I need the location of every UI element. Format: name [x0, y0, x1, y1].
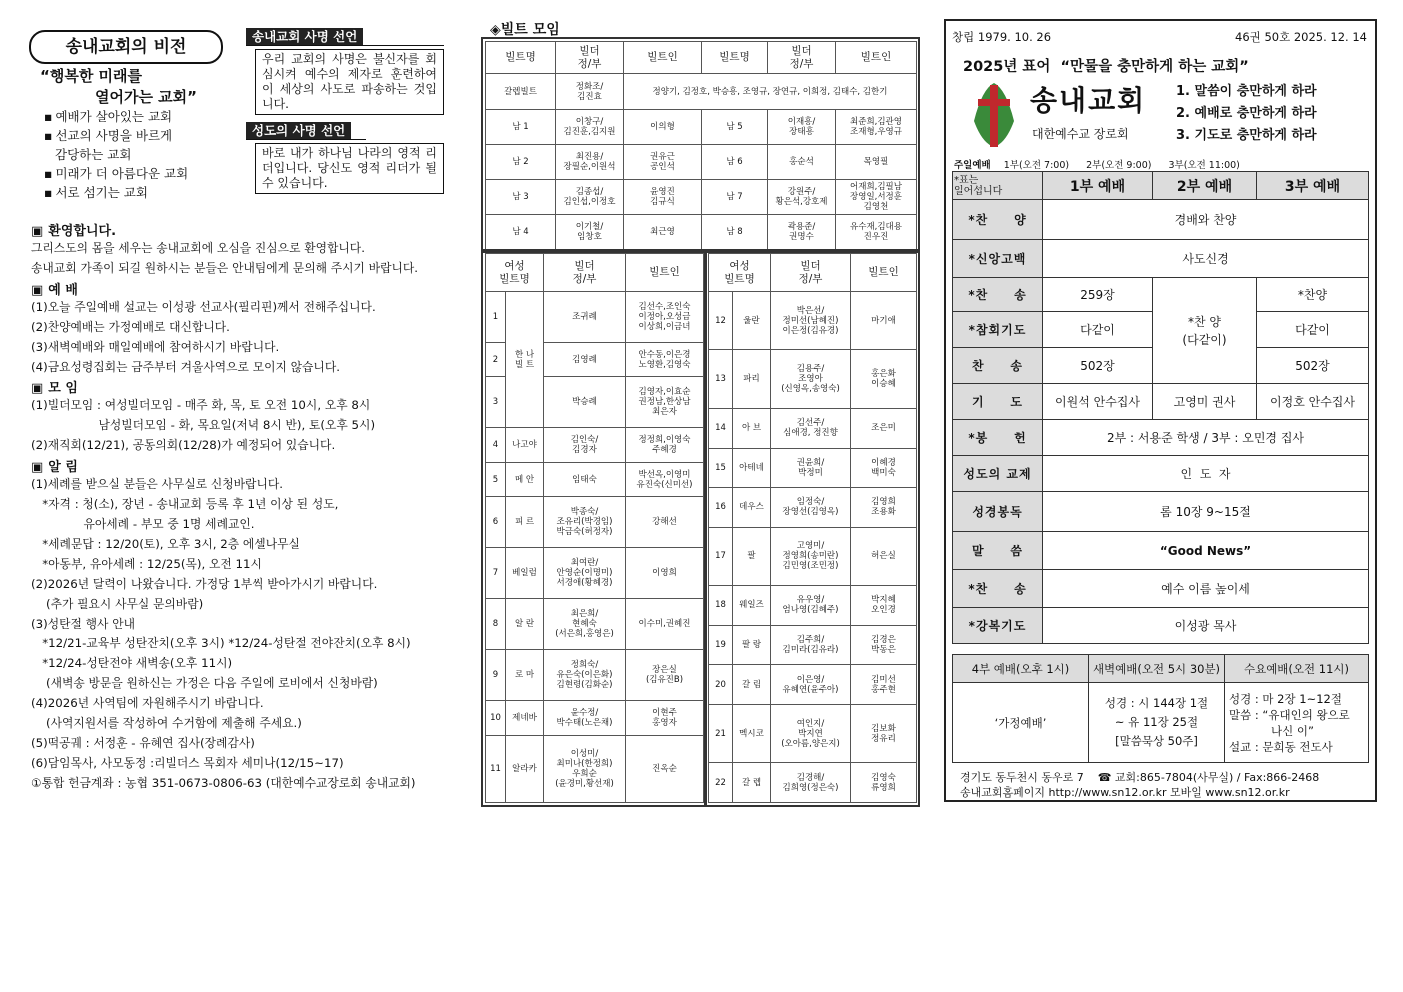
time-2: 2부(오전 9:00) — [1086, 160, 1152, 171]
column-header: 여성 빌트명 — [709, 254, 771, 292]
order-value: 502장 — [1257, 348, 1369, 384]
yearly-motto: 2025년 표어 “만물을 충만하게 하는 교회” — [963, 59, 1249, 75]
builder-leader: 최여란/ 안영순(이명미) 서경애(황혜경) — [544, 548, 626, 599]
row-number: 22 — [709, 763, 733, 803]
men-builder-frame — [481, 37, 920, 253]
builder-members: 김영희 조용화 — [851, 488, 917, 528]
header-row — [486, 254, 704, 292]
table-row — [486, 497, 704, 548]
builder-leader: 정희숙/ 유은숙(이은화) 김현령(김화순) — [544, 650, 626, 701]
table-row — [486, 215, 917, 250]
vision-slogan — [40, 66, 197, 108]
builder-leader: 박종숙/ 조유리(박경임) 박금숙(허정자) — [544, 497, 626, 548]
church-mission — [246, 26, 444, 115]
men-builder-table — [485, 41, 917, 250]
builder-name: 알 란 — [506, 599, 544, 650]
women-builder-table-right — [708, 253, 917, 803]
order-label: 말 씀 — [953, 532, 1043, 570]
builder-members: 홍은화 이승혜 — [851, 350, 917, 408]
builder-name: 웨일즈 — [733, 586, 771, 626]
row-number: 17 — [709, 527, 733, 585]
column-header: 빌트인 — [836, 42, 917, 74]
table-row — [486, 735, 704, 802]
order-label: *찬 양 — [953, 200, 1043, 240]
row-number: 10 — [486, 701, 506, 736]
women-builder-frame-left — [481, 249, 707, 807]
table-row — [709, 292, 917, 350]
column-header: 빌트명 — [702, 42, 768, 74]
table-cell: 남 3 — [486, 180, 556, 215]
footer-address: 경기도 동두천시 동우로 7 ☎ 교회:865-7804(사무실) / Fax:866-2468 — [960, 771, 1320, 784]
men-top-row — [486, 74, 917, 110]
row-number: 20 — [709, 665, 733, 705]
builder-name: 로 마 — [506, 650, 544, 701]
builder-leader: 김용주/ 조영아 (신영옥,송영숙) — [771, 350, 851, 408]
vision-item: ▪ 미래가 더 아름다운 교회 — [44, 164, 188, 183]
notice-lines — [31, 475, 461, 794]
notice-line: (4)2026년 사역팀에 자원해주시기 바랍니다. — [31, 696, 264, 711]
notice-line: (3)성탄절 행사 안내 — [31, 616, 135, 631]
time-3: 3부(오전 11:00) — [1168, 160, 1240, 171]
table-cell: 유수재,김대용 진우진 — [836, 215, 917, 250]
builder-members: 안수동,이은경 노영환,김영숙 — [626, 342, 704, 377]
row-number: 4 — [486, 428, 506, 463]
meeting-line: (1)빌더모임 : 여성빌더모임 - 매주 화, 목, 토 오전 10시, 오후 8시 — [31, 398, 371, 413]
order-value: *찬양 — [1257, 278, 1369, 312]
announcements — [31, 220, 461, 794]
table-cell: 남 4 — [486, 215, 556, 250]
saint-mission — [246, 120, 444, 194]
worship-order-table — [952, 171, 1369, 644]
order-label: *봉 헌 — [953, 420, 1043, 456]
row-number: 19 — [709, 625, 733, 665]
meeting-title: ▣ 모 임 — [31, 377, 461, 396]
order-label: 성경봉독 — [953, 492, 1043, 532]
vision-item-cont: 감당하는 교회 — [55, 147, 132, 162]
table-row — [486, 428, 704, 463]
builder-leader: 윤수정/ 박수태(노은채) — [544, 701, 626, 736]
table-row — [486, 548, 704, 599]
wed-line: 나신 이” — [1271, 723, 1314, 738]
builder-leader: 김선주/ 심애경, 정진향 — [771, 408, 851, 448]
builder-name: 알라카 — [506, 735, 544, 802]
notice-line: (추가 필요시 사무실 문의바람) — [31, 596, 204, 611]
builder-name: 파리 — [733, 350, 771, 408]
builder-leader: 조귀례 — [544, 292, 626, 343]
builder-name: 갈렙빌트 — [486, 74, 556, 110]
column-header: 빌트인 — [626, 254, 704, 292]
meeting-line: 남성빌더모임 - 화, 목요일(저녁 8시 반), 토(오후 5시) — [31, 418, 376, 433]
builder-leader: 박승례 — [544, 377, 626, 428]
other-services-table — [952, 654, 1369, 763]
builder-members: 이수미,권혜진 — [626, 599, 704, 650]
worship-line: (1)오늘 주일예배 설교는 이성광 선교사(필리핀)께서 전해주십니다. — [31, 299, 376, 314]
order-value: 경배와 찬양 — [1043, 200, 1369, 240]
builder-leader: 김주희/ 김미라(김유라) — [771, 625, 851, 665]
welcome-line: 그리스도의 몸을 세우는 송내교회에 오심을 진심으로 환영합니다. — [31, 241, 365, 255]
column-header: 빌더 정/부 — [768, 42, 836, 74]
founded-date: 창립 1979. 10. 26 — [952, 30, 1052, 44]
order-label: *찬 송 — [953, 570, 1043, 608]
column-header: 빌트인 — [851, 254, 917, 292]
builder-name: 울란 — [733, 292, 771, 350]
table-row — [709, 704, 917, 762]
builder-leader: 김영례 — [544, 342, 626, 377]
dawn-line: [말씀묵상 50주] — [1115, 734, 1198, 748]
notice-line: ①통합 헌금계좌 : 농협 351-0673-0806-63 (대한예수교장로회 송내교회) — [31, 775, 416, 790]
column-header: 빌트인 — [624, 42, 702, 74]
vision-item: ▪ 선교의 사명을 바르게 — [44, 126, 188, 145]
row-number: 2 — [486, 342, 506, 377]
builder-leader: 김인숙/ 김경자 — [544, 428, 626, 463]
builder-members: 강해선 — [626, 497, 704, 548]
row-number: 9 — [486, 650, 506, 701]
table-cell: 남 2 — [486, 145, 556, 180]
wed-line: 성경 : 마 2장 1~12절 — [1229, 691, 1342, 706]
table-row — [709, 448, 917, 488]
builder-name: 아 브 — [733, 408, 771, 448]
wednesday-service-content — [1225, 683, 1369, 763]
bulletin-panel — [944, 19, 1377, 802]
order-value: 이정호 안수집사 — [1257, 384, 1369, 420]
builder-members: 마기애 — [851, 292, 917, 350]
row-number: 13 — [709, 350, 733, 408]
notice-line: (5)떡공궤 : 서정훈 - 유혜연 집사(장례감사) — [31, 735, 255, 750]
table-cell: 윤영진 김규식 — [624, 180, 702, 215]
table-cell: 목영필 — [836, 145, 917, 180]
row-number: 11 — [486, 735, 506, 802]
vision-item: ▪ 서로 섬기는 교회 — [44, 183, 188, 202]
table-row — [709, 527, 917, 585]
builder-leader: 여인지/ 박지연 (오아름,양은지) — [771, 704, 851, 762]
order-value: 이성광 목사 — [1043, 608, 1369, 644]
builder-name: 베일럼 — [506, 548, 544, 599]
table-cell: 이재흥/ 장태흥 — [768, 110, 836, 145]
order-value: 다같이 — [1257, 312, 1369, 348]
column-header: 빌더 정/부 — [544, 254, 626, 292]
table-cell: 이창구/ 김진훈,김지원 — [556, 110, 624, 145]
builder-leader: 김경해/ 김희영(정은숙) — [771, 763, 851, 803]
wednesday-service-head: 수요예배(오전 11시) — [1225, 655, 1369, 683]
builder-members: 정정희,이영숙 주혜경 — [626, 428, 704, 463]
notice-line: (새벽송 방문을 원하신는 가정은 다음 주일에 로비에서 신청바람) — [31, 676, 378, 691]
row-number: 7 — [486, 548, 506, 599]
builder-leader: 권윤희/ 박정미 — [771, 448, 851, 488]
saint-mission-title: 성도의 사명 선언 — [246, 122, 351, 139]
builder-name: 데우스 — [733, 488, 771, 528]
builder-name: 갈 림 — [733, 665, 771, 705]
time-1: 1부(오전 7:00) — [1003, 160, 1070, 171]
table-cell: 최준희,김관영 조재형,우영규 — [836, 110, 917, 145]
table-row — [709, 586, 917, 626]
dawn-line: ~ 유 11장 25절 — [1114, 715, 1199, 729]
slogan-line-1: “행복한 미래를 — [40, 67, 143, 85]
table-cell: 강원주/ 황은석,강호제 — [768, 180, 836, 215]
welcome-title: ▣ 환영합니다. — [31, 220, 461, 239]
table-row — [486, 701, 704, 736]
goal-item: 1. 말씀이 충만하게 하라 — [1176, 84, 1317, 99]
order-value: “Good News” — [1043, 532, 1369, 570]
builder-leader: 박은선/ 정미선(남혜진) 이은정(김유경) — [771, 292, 851, 350]
service-2-head: 2부 예배 — [1153, 172, 1257, 200]
row-number: 12 — [709, 292, 733, 350]
builder-leader: 정화조/ 김진효 — [556, 74, 624, 110]
order-label: 기 도 — [953, 384, 1043, 420]
builder-members: 김영숙 류영희 — [851, 763, 917, 803]
builder-members: 박지혜 오인경 — [851, 586, 917, 626]
row-number: 6 — [486, 497, 506, 548]
table-row — [486, 110, 917, 145]
builder-leader: 이성미/ 최미나(한정희) 우희순 (윤경미,황선재) — [544, 735, 626, 802]
goal-item: 3. 기도로 충만하게 하라 — [1176, 128, 1317, 143]
builder-members: 김선수,조인숙 이정아,오성금 이상희,이금녀 — [626, 292, 704, 343]
church-goals — [1176, 81, 1317, 147]
builder-members: 이영희 — [626, 548, 704, 599]
notice-line: *12/21-교육부 성탄잔치(오후 3시) *12/24-성탄절 전야잔치(오후 8시) — [31, 636, 411, 651]
church-mission-title: 송내교회 사명 선언 — [246, 28, 363, 45]
service-3-head: 3부 예배 — [1257, 172, 1369, 200]
order-label: *강복기도 — [953, 608, 1043, 644]
service-4-head: 4부 예배(오후 1시) — [953, 655, 1089, 683]
builder-leader: 이은영/ 유혜연(윤주아) — [771, 665, 851, 705]
notice-line: 유아세례 - 부모 중 1명 세례교인. — [31, 516, 255, 531]
church-name: 송내교회 — [1030, 84, 1147, 117]
worship-line: (4)금요성령집회는 금주부터 겨울사역으로 모이지 않습니다. — [31, 359, 340, 374]
service-1-head: 1부 예배 — [1043, 172, 1153, 200]
worship-line: (3)새벽예배와 매일예배에 참여하시기 바랍니다. — [31, 339, 280, 354]
builder-section-title: ◈빌트 모임 — [490, 22, 560, 38]
worship-title: ▣ 예 배 — [31, 279, 461, 298]
notice-line: *자격 : 청(소), 장년 - 송내교회 등록 후 1년 이상 된 성도, — [31, 497, 339, 512]
row-number: 5 — [486, 462, 506, 497]
table-cell: 권유근 공인석 — [624, 145, 702, 180]
table-row — [709, 625, 917, 665]
table-row — [486, 145, 917, 180]
dawn-service-head: 새벽예배(오전 5시 30분) — [1089, 655, 1225, 683]
builder-members: 장은실 (김유진B) — [626, 650, 704, 701]
builder-name: 팔 랑 — [733, 625, 771, 665]
notice-line: (사역지원서를 작성하여 수거함에 제출해 주세요.) — [31, 716, 302, 731]
builder-leader: 임태숙 — [544, 462, 626, 497]
table-row — [486, 599, 704, 650]
sunday-label: 주일예배 — [954, 160, 991, 171]
builder-name: 아테네 — [733, 448, 771, 488]
table-cell: 남 5 — [702, 110, 768, 145]
builder-name: 팔 — [733, 527, 771, 585]
notice-line: (1)세례를 받으실 분들은 사무실로 신청바랍니다. — [31, 477, 283, 492]
meeting-line: (2)재직회(12/21), 공동의회(12/28)가 예정되어 있습니다. — [31, 438, 336, 453]
issue-info: 46권 50호 2025. 12. 14 — [1235, 30, 1367, 44]
builder-members: 박선옥,이영미 유진숙(신미선) — [626, 462, 704, 497]
order-value: 다같이 — [1043, 312, 1153, 348]
women-builder-table-left — [485, 253, 704, 803]
row-number: 14 — [709, 408, 733, 448]
order-value: 이원석 안수집사 — [1043, 384, 1153, 420]
table-cell: 최진용/ 장필순,이원석 — [556, 145, 624, 180]
column-header: 빌더 정/부 — [771, 254, 851, 292]
table-cell: 최근영 — [624, 215, 702, 250]
table-row — [486, 650, 704, 701]
order-label: 찬 송 — [953, 348, 1043, 384]
church-logo-icon — [972, 81, 1016, 149]
builder-name: 피 르 — [506, 497, 544, 548]
builder-leader: 임정숙/ 장영선(김영옥) — [771, 488, 851, 528]
column-header: 여성 빌트명 — [486, 254, 544, 292]
notice-title: ▣ 알 림 — [31, 456, 461, 475]
builder-members: 이현주 홍영자 — [626, 701, 704, 736]
wed-line: 설교 : 문희동 전도사 — [1229, 739, 1333, 754]
order-value: 259장 — [1043, 278, 1153, 312]
sunday-times — [954, 157, 1240, 171]
builder-name: 제네바 — [506, 701, 544, 736]
table-row — [486, 292, 704, 343]
slogan-line-2: 열어가는 교회” — [95, 88, 198, 106]
order-value: 인 도 자 — [1043, 456, 1369, 492]
notice-line: *12/24-성탄전야 새벽송(오후 11시) — [31, 656, 233, 671]
builder-leader: 유우영/ 엄나영(김혜주) — [771, 586, 851, 626]
stand-note: *표는 일어섭니다 — [953, 172, 1043, 200]
builder-name: 멕시코 — [733, 704, 771, 762]
wed-line: 말씀 : “유대인의 왕으로 — [1229, 707, 1350, 722]
table-row — [486, 180, 917, 215]
order-value: 예수 이름 높이세 — [1043, 570, 1369, 608]
worship-line: (2)찬양예배는 가정예배로 대신합니다. — [31, 319, 230, 334]
builder-name: 나고야 — [506, 428, 544, 463]
vision-title: 송내교회의 비전 — [29, 30, 223, 64]
welcome-line: 송내교회 가족이 되길 원하시는 분들은 안내팀에게 문의해 주시기 바랍니다. — [31, 260, 419, 275]
order-label: 성도의 교제 — [953, 456, 1043, 492]
table-cell: 김종섭/ 김인섭,이정호 — [556, 180, 624, 215]
footer-homepage: 송내교회홈페이지 http://www.sn12.or.kr 모바일 www.sn12.or.kr — [960, 786, 1290, 799]
builder-name: 메 안 — [506, 462, 544, 497]
table-cell: 남 6 — [702, 145, 768, 180]
notice-line: *세례문답 : 12/20(토), 오후 3시, 2층 에셀나무실 — [31, 536, 300, 551]
table-cell: 어재희,김필남 장영일,서정훈 김영천 — [836, 180, 917, 215]
builder-members: 김보화 정유리 — [851, 704, 917, 762]
order-value: 502장 — [1043, 348, 1153, 384]
builder-leader: 고영미/ 정영희(송미란) 김민영(조민정) — [771, 527, 851, 585]
order-value: 사도신경 — [1043, 240, 1369, 278]
vision-list — [44, 107, 188, 202]
builder-name: 갈 렙 — [733, 763, 771, 803]
row-number: 3 — [486, 377, 506, 428]
table-cell: 남 8 — [702, 215, 768, 250]
order-value: *찬 양 (다같이) — [1153, 278, 1257, 384]
column-header: 빌더 정/부 — [556, 42, 624, 74]
table-row — [709, 408, 917, 448]
column-header: 빌트명 — [486, 42, 556, 74]
row-number: 15 — [709, 448, 733, 488]
builder-members: 이혜경 백미숙 — [851, 448, 917, 488]
builder-members: 김미선 홍주현 — [851, 665, 917, 705]
notice-line: (2)2026년 달력이 나왔습니다. 가정당 1부씩 받아가시기 바랍니다. — [31, 576, 378, 591]
builder-members: 김경은 박동은 — [851, 625, 917, 665]
denomination: 대한예수교 장로회 — [1032, 127, 1129, 141]
row-number: 16 — [709, 488, 733, 528]
order-label: *신앙고백 — [953, 240, 1043, 278]
table-row — [709, 763, 917, 803]
builder-members: 정양기, 김정호, 박승흥, 조영규, 장연규, 이희정, 김태수, 김한기 — [624, 74, 917, 110]
table-cell: 이의형 — [624, 110, 702, 145]
row-number: 18 — [709, 586, 733, 626]
notice-line: *아동부, 유아세례 : 12/25(목), 오전 11시 — [31, 556, 262, 571]
builder-members: 김영자,이효순 권정남,한상남 최은자 — [626, 377, 704, 428]
table-cell: 이기철/ 임창호 — [556, 215, 624, 250]
table-row — [709, 665, 917, 705]
row-number: 21 — [709, 704, 733, 762]
table-cell: 곽용준/ 권명수 — [768, 215, 836, 250]
saint-mission-text: 바로 내가 하나님 나라의 영적 리더입니다. 당신도 영적 리더가 될 수 있습니다. — [255, 143, 444, 194]
row-number: 8 — [486, 599, 506, 650]
builder-members: 진옥순 — [626, 735, 704, 802]
order-label: *참회기도 — [953, 312, 1043, 348]
notice-line: (6)담임목사, 사모동정 :리빌더스 목회자 세미나(12/15~17) — [31, 755, 344, 770]
service-4-content: ‘가정예배’ — [953, 683, 1089, 763]
goal-item: 2. 예배로 충만하게 하라 — [1176, 106, 1317, 121]
builder-members: 조은미 — [851, 408, 917, 448]
builder-members: 허은실 — [851, 527, 917, 585]
order-label: *찬 송 — [953, 278, 1043, 312]
women-builder-frame-right — [704, 249, 920, 807]
order-value: 롬 10장 9~15절 — [1043, 492, 1369, 532]
church-mission-text: 우리 교회의 사명은 불신자를 회심시켜 예수의 제자로 훈련하여 이 세상의 사도로 파송하는 것입니다. — [255, 49, 444, 115]
header-row — [709, 254, 917, 292]
vision-item: ▪ 예배가 살아있는 교회 — [44, 107, 188, 126]
table-row — [486, 462, 704, 497]
builder-leader: 최은희/ 현혜숙 (서은희,홍영은) — [544, 599, 626, 650]
order-value: 2부 : 서용준 학생 / 3부 : 오민경 집사 — [1043, 420, 1369, 456]
builder-name: 한 나 빌 트 — [506, 292, 544, 428]
table-cell: 남 7 — [702, 180, 768, 215]
table-cell: 홍순석 — [768, 145, 836, 180]
table-cell: 남 1 — [486, 110, 556, 145]
row-number: 1 — [486, 292, 506, 343]
table-row — [709, 488, 917, 528]
dawn-service-content — [1089, 683, 1225, 763]
table-row — [709, 350, 917, 408]
order-value: 고영미 권사 — [1153, 384, 1257, 420]
dawn-line: 성경 : 시 144장 1절 — [1104, 696, 1209, 710]
